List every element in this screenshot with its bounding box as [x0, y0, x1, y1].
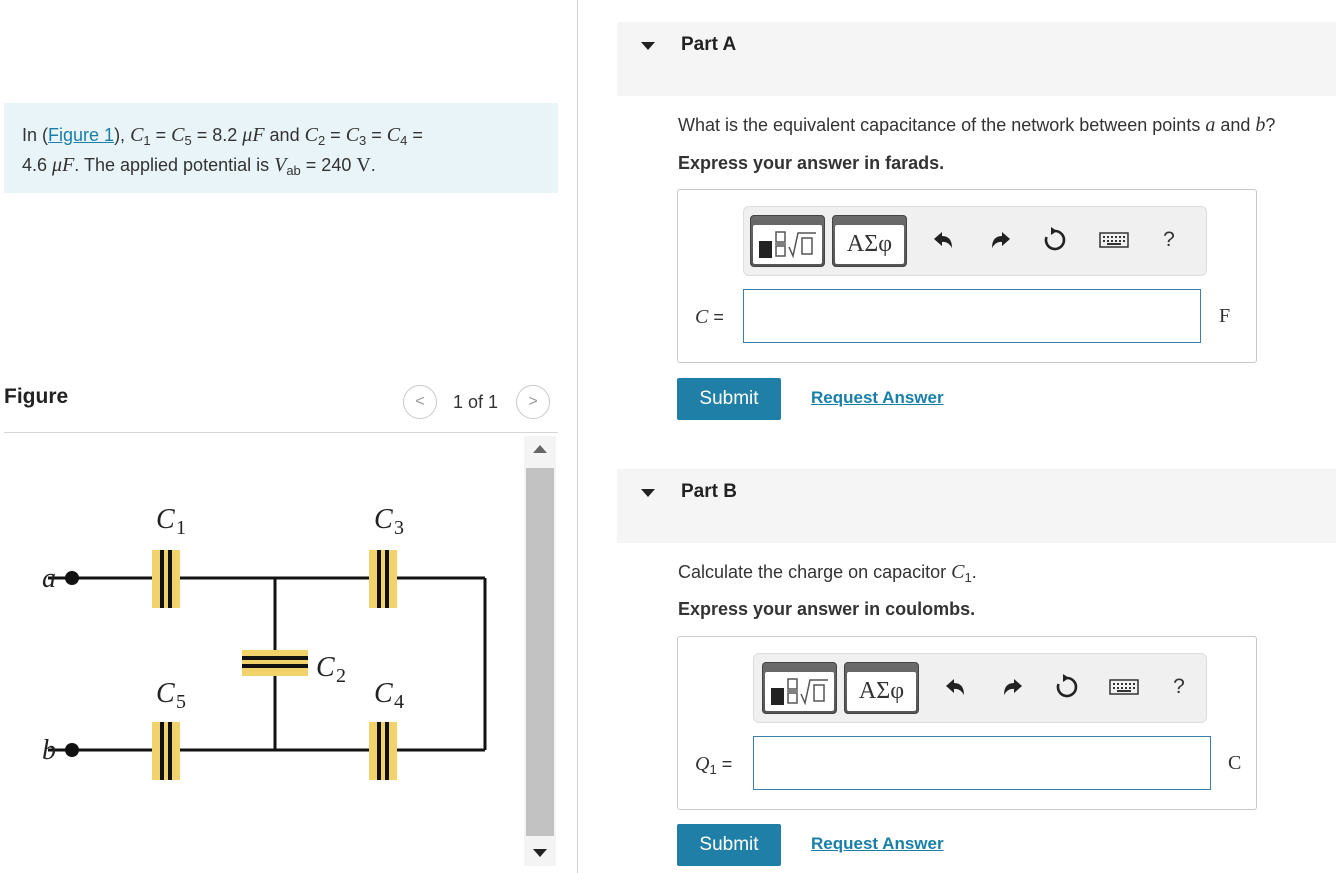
next-figure-button[interactable]	[516, 385, 550, 419]
problem-statement: In (Figure 1), $C_1 = C_5 = 8.2$ μF and $C_2 = C_3 = C_4$ = 4.6 μF. The applied potential is $V_{ab} = 240$ V.	[4, 103, 558, 193]
label-a: a	[42, 563, 56, 594]
part-a-unit: F	[1219, 305, 1231, 327]
redo-button[interactable]	[1000, 674, 1026, 700]
collapse-triangle-icon[interactable]	[641, 42, 655, 50]
label-c5-sub: 5	[176, 691, 186, 713]
part-a-math-toolbar	[743, 206, 1207, 276]
scroll-up-button[interactable]	[524, 436, 556, 462]
pager-count: 1 of 1	[453, 391, 499, 412]
templates-button[interactable]	[762, 662, 837, 714]
greek-icon: ΑΣφ	[858, 678, 905, 704]
keyboard-button[interactable]	[1108, 674, 1140, 700]
part-a-answer-box	[677, 189, 1257, 363]
label-c1-sub: 1	[176, 517, 186, 539]
part-b-question: Calculate the charge on capacitor $C_1$.	[678, 561, 977, 585]
chevron-left-icon: <	[415, 393, 425, 410]
label-c4-sub: 4	[394, 691, 404, 713]
greek-symbols-button[interactable]	[832, 215, 907, 267]
part-a-submit-button[interactable]: Submit	[677, 378, 781, 420]
part-b-unit: C	[1228, 752, 1242, 774]
undo-icon	[932, 230, 954, 250]
keyboard-icon	[1099, 232, 1129, 248]
label-c4: C	[374, 678, 393, 709]
chevron-right-icon: >	[528, 393, 538, 410]
label-c2-sub: 2	[336, 665, 346, 687]
figure-divider	[4, 432, 558, 433]
templates-icon	[768, 676, 832, 708]
label-c3-sub: 3	[394, 517, 404, 539]
part-b-submit-button[interactable]: Submit	[677, 824, 781, 866]
part-a-instruction: Express your answer in farads.	[678, 153, 945, 173]
help-button[interactable]	[1156, 227, 1182, 253]
part-b-answer-box	[677, 636, 1257, 810]
keyboard-icon	[1109, 679, 1139, 695]
label-b: b	[42, 735, 56, 766]
capacitor-c3	[369, 550, 397, 608]
part-b-instruction: Express your answer in coulombs.	[678, 599, 976, 619]
help-icon: ?	[1163, 228, 1175, 251]
label-c2: C	[316, 652, 335, 683]
part-a-answer-input[interactable]	[743, 289, 1201, 343]
part-a-request-answer-link[interactable]: Request Answer	[811, 388, 944, 407]
part-b-header[interactable]	[617, 469, 1336, 543]
help-button[interactable]	[1166, 674, 1192, 700]
prev-figure-button[interactable]	[403, 385, 437, 419]
keyboard-button[interactable]	[1098, 227, 1130, 253]
part-b-variable-label: $Q_1$ =	[695, 753, 733, 777]
part-b-request-answer-link[interactable]: Request Answer	[811, 834, 944, 853]
capacitor-c1	[152, 550, 180, 608]
reset-icon	[1042, 227, 1068, 253]
left-pane	[0, 0, 578, 873]
label-c5: C	[156, 678, 175, 709]
redo-icon	[1002, 677, 1024, 697]
part-b-title: Part B	[681, 481, 737, 502]
templates-button[interactable]	[750, 215, 825, 267]
label-c1: C	[156, 504, 175, 535]
part-a-header[interactable]	[617, 22, 1336, 96]
capacitor-c4	[369, 722, 397, 780]
undo-icon	[944, 677, 966, 697]
circuit-diagram	[30, 490, 500, 790]
part-b-math-toolbar	[753, 653, 1207, 723]
figure-link[interactable]: Figure 1	[48, 125, 115, 145]
pane-divider	[577, 0, 578, 873]
capacitor-c2	[242, 650, 308, 676]
scroll-down-button[interactable]	[524, 840, 556, 866]
part-a-question: What is the equivalent capacitance of the network between points a and b?	[678, 114, 1276, 136]
part-a-variable-label: C =	[695, 306, 724, 328]
undo-button[interactable]	[942, 674, 968, 700]
reset-button[interactable]	[1054, 674, 1080, 700]
templates-icon	[756, 229, 820, 261]
figure-title: Figure	[4, 385, 69, 408]
label-c3: C	[374, 504, 393, 535]
capacitor-c5	[152, 722, 180, 780]
scroll-thumb[interactable]	[526, 468, 554, 836]
undo-button[interactable]	[930, 227, 956, 253]
redo-button[interactable]	[988, 227, 1014, 253]
help-icon: ?	[1173, 675, 1185, 698]
terminal-b	[65, 743, 79, 757]
reset-button[interactable]	[1042, 227, 1068, 253]
reset-icon	[1054, 674, 1080, 700]
figure-pager	[403, 385, 550, 419]
part-b-answer-input[interactable]	[753, 736, 1211, 790]
greek-icon: ΑΣφ	[846, 231, 893, 257]
caret-down-icon	[533, 848, 547, 858]
collapse-triangle-icon[interactable]	[641, 489, 655, 497]
part-a-title: Part A	[681, 34, 737, 55]
figure-scrollbar[interactable]	[524, 436, 556, 866]
greek-symbols-button[interactable]	[844, 662, 919, 714]
caret-up-icon	[533, 444, 547, 454]
redo-icon	[990, 230, 1012, 250]
terminal-a	[65, 571, 79, 585]
